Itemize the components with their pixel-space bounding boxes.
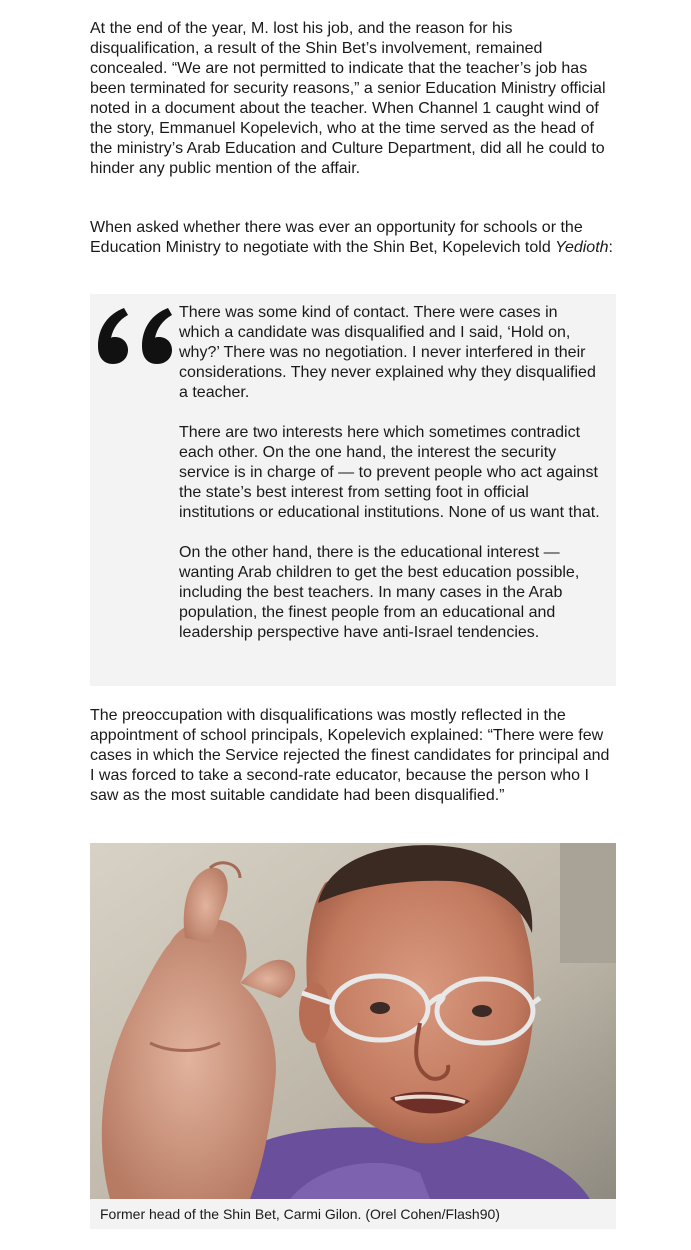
article-paragraph: At the end of the year, M. lost his job, and the reason for his disqualification, a result of the Shin Bet’s involvement, remained concealed. “We are not permitted to indicate that the teacher’s job has been terminated for security reasons,” a senior Education Ministry official noted in a document about the teacher. When Channel 1 caught wind of the story, Emmanuel Kopelevich, who at the time served as the head of the ministry’s Arab Education and Culture Department, did all he could to hinder any public mention of the affair.	[90, 20, 606, 177]
quote-paragraph: There was some kind of contact. There were cases in which a candidate was disqualified and I said, ‘Hold on, why?’ There was no negotiation. I never interfered in their considerations. They never explained why they disqualified a teacher.	[179, 304, 596, 401]
article-paragraph: The preoccupation with disqualifications was mostly reflected in the appointment of school principals, Kopelevich explained: “There were few cases in which the Service rejected the finest candidates for principal and I was forced to take a second-rate educator, because the person who I saw as the most suitable candidate had been disqualified.”	[90, 707, 610, 804]
paragraph-text: :	[608, 239, 613, 256]
publication-name: Yedioth	[555, 239, 609, 256]
photo-caption: Former head of the Shin Bet, Carmi Gilon. (Orel Cohen/Flash90)	[90, 1199, 616, 1229]
quote-paragraph: There are two interests here which sometimes contradict each other. On the one hand, the interest the security service is in charge of — to prevent people who act against the state’s best interest from setting foot in official institutions or educational institutions. None of us want that.	[179, 424, 600, 521]
portrait-illustration	[90, 843, 616, 1199]
quotation-mark-icon	[96, 304, 172, 366]
quote-text	[179, 303, 601, 663]
article-paragraph	[90, 218, 616, 258]
paragraph-text: When asked whether there was ever an opportunity for schools or the Education Ministry to negotiate with the Shin Bet, Kopelevich told	[90, 219, 583, 256]
article-photo	[90, 843, 616, 1199]
quote-paragraph: On the other hand, there is the educational interest — wanting Arab children to get the best education possible, including the best teachers. In many cases in the Arab population, the finest people from an educational and leadership perspective have anti-Israel tendencies.	[179, 544, 580, 641]
block-quote	[90, 294, 616, 686]
